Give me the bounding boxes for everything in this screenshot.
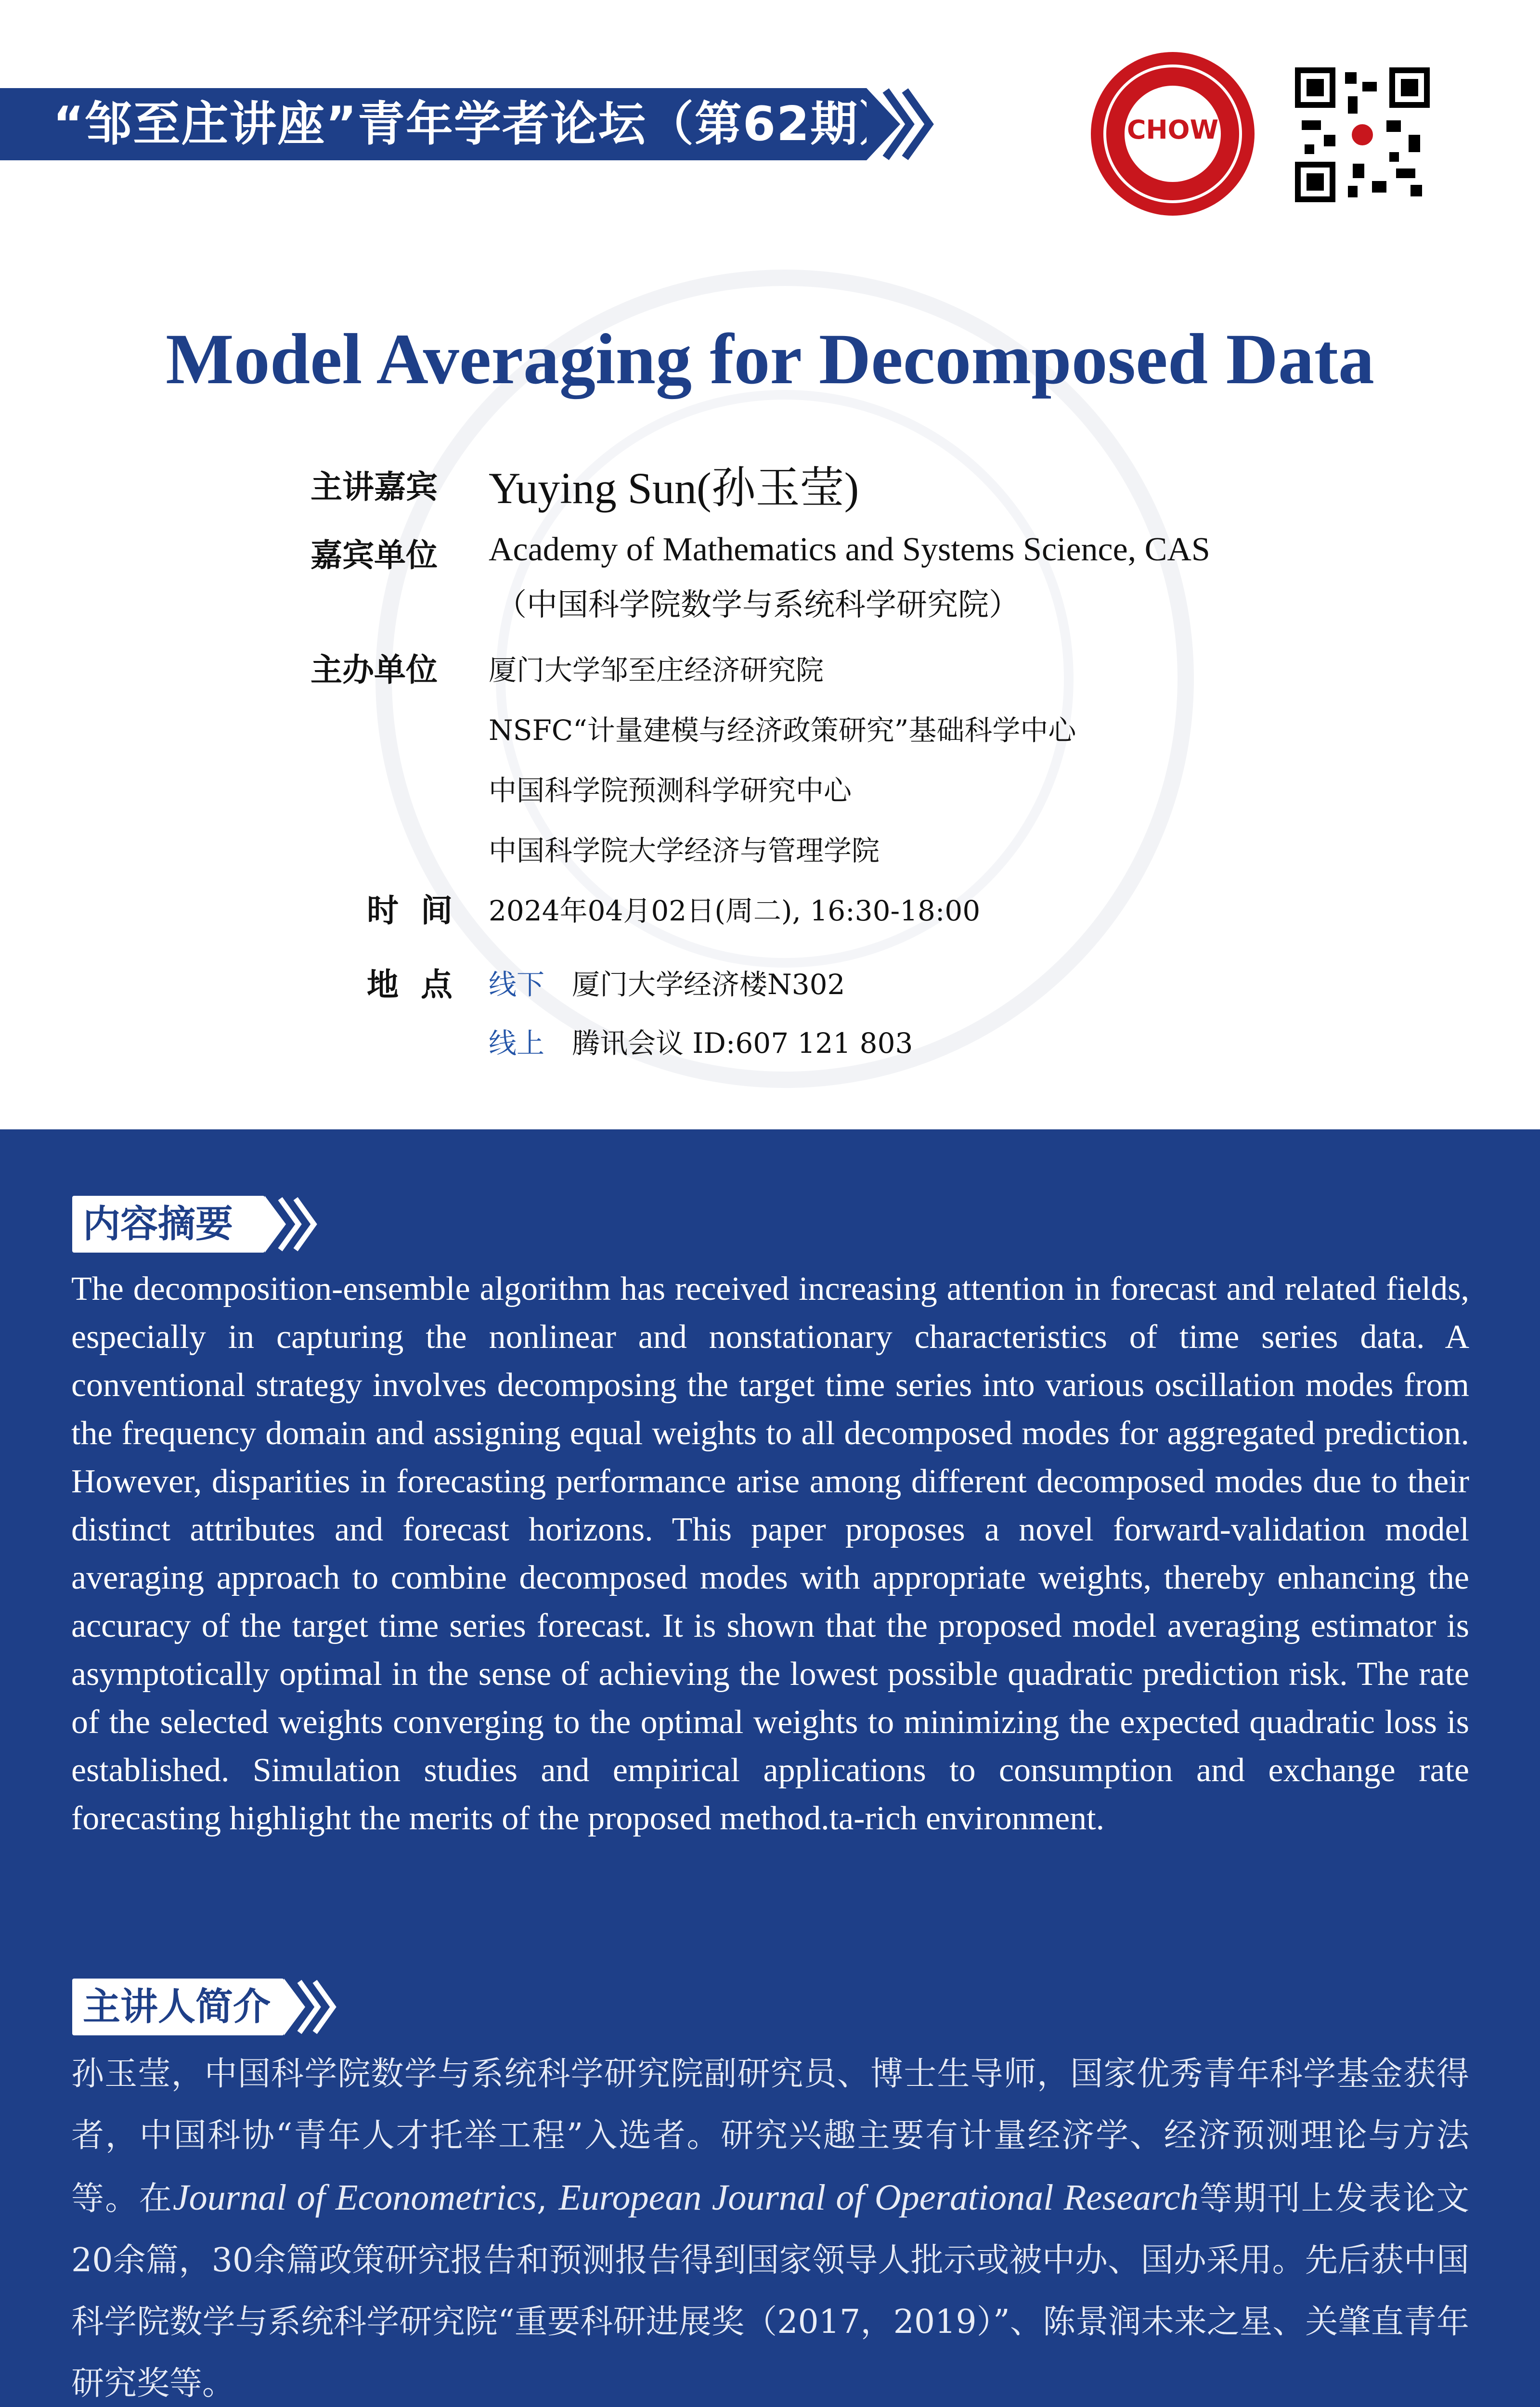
affiliation-en: Academy of Mathematics and Systems Science, CAS [489,531,1210,568]
affiliation-label: 嘉宾单位 [311,537,438,574]
venue-offline-label: 线下 [489,968,545,1001]
series-banner [0,88,907,160]
venue-online-label: 线上 [489,1027,545,1060]
venue-label: 地 点 [367,966,453,1003]
abstract-text: The decomposition-ensemble algorithm has received increasing attention in forecast and related fields, especially in capturing the nonlinear and nonstationary characteristics of time series data. A conventional strategy involves decomposing the target time series into various oscillation modes from the frequency domain and assigning equal weights to all decomposed modes for aggregated prediction. However, disparities in forecasting performance arise among different decomposed modes due to their distinct attributes and forecast horizons. This paper proposes a novel forward-validation model averaging approach to combine decomposed modes with appropriate weights, thereby enhancing the accuracy of the target time series forecast. It is shown that the proposed model averaging estimator is asymptotically optimal in the sense of achieving the lowest possible quadratic prediction risk. The rate of the selected weights converging to the optimal weights to minimizing the expected quadratic loss is established. Simulation studies and empirical applications to consumption and exchange rate forecasting highlight the merits of the proposed method.ta-rich environment. [71,1270,1469,1837]
time-label: 时 间 [367,892,453,929]
organizer-item: NSFC“计量建模与经济政策研究”基础科学中心 [489,714,1076,747]
organizer-item: 厦门大学邹至庄经济研究院 [489,654,824,686]
abstract-heading: 内容摘要 [83,1203,233,1246]
bio-heading-box [72,1979,284,2035]
speaker-label: 主讲嘉宾 [311,468,438,505]
organizer-item: 中国科学院预测科学研究中心 [489,774,852,807]
poster-header-section [0,0,1540,1129]
logo-text: CHOW [1126,115,1219,145]
abstract-heading-box [72,1196,265,1253]
bio-separator: , [536,2180,559,2218]
bio-heading: 主讲人简介 [83,1985,271,2029]
venue-offline-value: 厦门大学经济楼N302 [572,968,845,1001]
affiliation-cn: （中国科学院数学与系统科学研究院） [496,587,1020,623]
series-title: “邹至庄讲座”青年学者论坛（第62期） [53,97,907,152]
bio-journal-1: Journal of Econometrics [172,2177,537,2218]
speaker-name: Yuying Sun(孙玉莹) [489,464,859,513]
bio-text [71,2044,1469,2407]
venue-online-value: 腾讯会议 ID:607 121 803 [572,1027,913,1060]
bio-part1: 孙玉莹，中国科学院数学与系统科学研究院副研究员、博士生导师，国家优秀青年科学基金获得者，中国科协“青年人才托举工程”入选者。研究兴趣主要有计量经济学、经济预测理论与方法等。在 [71,2055,1469,2218]
qr-code-icon[interactable] [1295,67,1430,202]
organizer-item: 中国科学院大学经济与管理学院 [489,834,880,867]
talk-title: Model Averaging for Decomposed Data [166,319,1374,399]
bio-journal-2: European Journal of Operational Research [558,2177,1199,2218]
time-value: 2024年04月02日(周二), 16:30-18:00 [489,894,981,927]
bio-part2: 等期刊上发表论文20余篇，30余篇政策研究报告和预测报告得到国家领导人批示或被中办、国办采用。先后获中国科学院数学与系统科学研究院“重要科研进展奖（2017，2019）”、陈景润未来之星、关肇直青年研究奖等。 [71,2180,1469,2403]
organizers-label: 主办单位 [311,651,438,688]
